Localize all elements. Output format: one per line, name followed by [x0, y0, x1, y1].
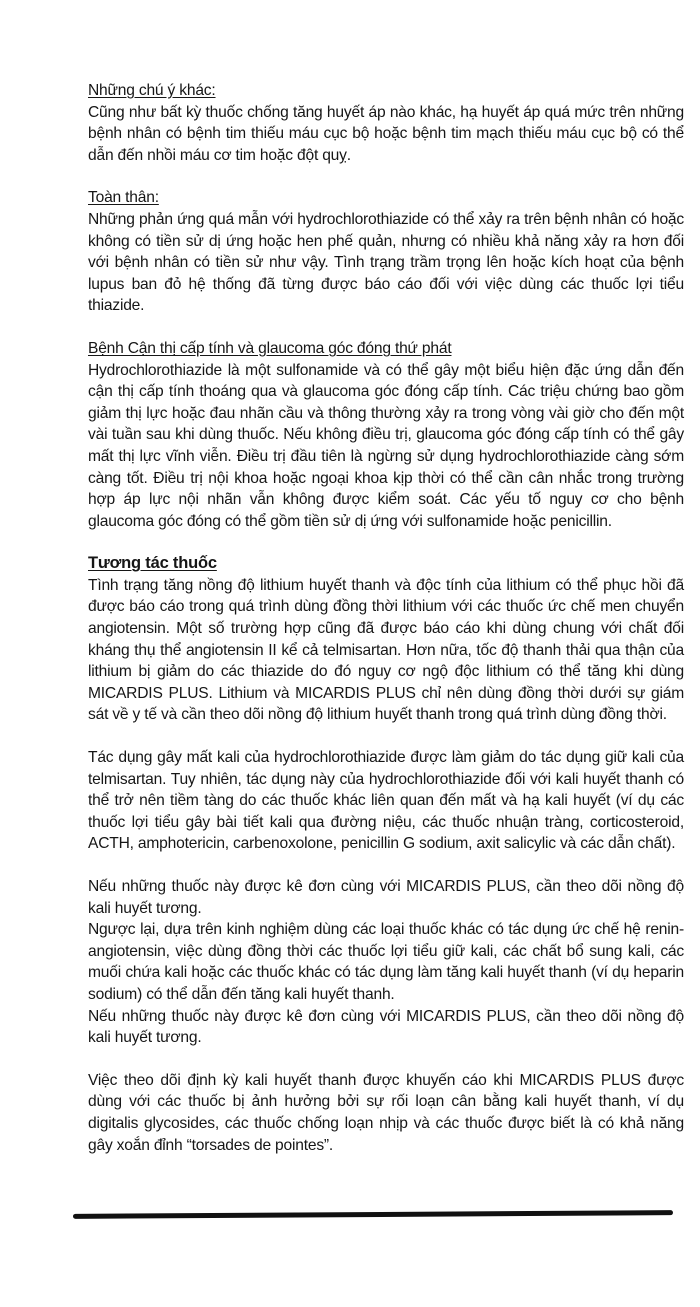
- section-heading: Những chú ý khác:: [88, 82, 216, 99]
- paragraph: Tác dụng gây mất kali của hydrochlorothiazide được làm giảm do tác dụng giữ kali của telmisartan. Tuy nhiên, tác dụng này của hydrochlorothiazide đối với kali huyết thanh có thể trở nên tiềm tàng do các thuốc khác liên quan đến mất và hạ kali huyết (ví dụ các thuốc lợi tiểu gây bài tiết kali qua đường niệu, các thuốc nhuận tràng, corticosteroid, ACTH, amphotericin, carbenoxolone, penicillin G sodium, axit salicylic và các dẫn chất).: [88, 749, 684, 853]
- paragraph: Hydrochlorothiazide là một sulfonamide và có thể gây một biểu hiện đặc ứng dẫn đến cận thị cấp tính thoáng qua và glaucoma góc đóng cấp tính. Các triệu chứng bao gồm giảm thị lực hoặc đau nhãn cầu và thông thường xảy ra trong vòng vài giờ cho đến một vài tuần sau khi dùng thuốc. Nếu không điều trị, glaucoma góc đóng cấp tính có thể gây mất thị lực vĩnh viễn. Điều trị đầu tiên là ngừng sử dụng hydrochlorothiazide càng sớm càng tốt. Điều trị nội khoa hoặc ngoại khoa kịp thời có thể cần cân nhắc trong trường hợp áp lực nội nhãn vẫn không được kiểm soát. Các yếu tố nguy cơ cho bệnh glaucoma góc đóng có thể gồm tiền sử dị ứng với sulfonamide hoặc penicillin.: [88, 361, 684, 530]
- section-heading: Tương tác thuốc: [88, 554, 217, 573]
- paragraph: Cũng như bất kỳ thuốc chống tăng huyết áp nào khác, hạ huyết áp quá mức trên những bệnh nhân có bệnh tim thiếu máu cục bộ hoặc bệnh tim mạch thiếu máu cục bộ có thể dẫn đến nhồi máu cơ tim hoặc đột quỵ.: [88, 103, 684, 164]
- section-drug-interactions: [88, 553, 684, 1156]
- section-heading: Bệnh Cận thị cấp tính và glaucoma góc đóng thứ phát: [88, 339, 452, 357]
- section-heading: Toàn thân:: [88, 189, 159, 207]
- paragraph: Việc theo dõi định kỳ kali huyết thanh được khuyến cáo khi MICARDIS PLUS được dùng với các thuốc bị ảnh hưởng bởi sự rối loạn cân bằng kali huyết thanh, ví dụ digitalis glycosides, các thuốc chống loạn nhịp và các thuốc được biết là có khả năng gây xoắn đỉnh “torsades de pointes”.: [88, 1071, 684, 1154]
- bottom-divider-line: [73, 1210, 673, 1219]
- section-systemic: [88, 187, 684, 317]
- paragraph: Nếu những thuốc này được kê đơn cùng với MICARDIS PLUS, cần theo dõi nồng độ kali huyết tương.: [88, 1007, 684, 1047]
- section-myopia-glaucoma: [88, 338, 684, 532]
- document-page: [88, 80, 684, 1177]
- paragraph: Tình trạng tăng nồng độ lithium huyết thanh và độc tính của lithium có thể phục hồi đã được báo cáo trong quá trình dùng đồng thời lithium với các thuốc ức chế men chuyển angiotensin. Một số trường hợp cũng đã được báo cáo khi dùng chung với chất đối kháng thụ thể angiotensin II kể cả telmisartan. Hơn nữa, tốc độ thanh thải qua thận của lithium bị giảm do các thiazide do đó nguy cơ ngộ độc lithium có thể tăng khi dùng MICARDIS PLUS. Lithium và MICARDIS PLUS chỉ nên dùng đồng thời dưới sự giám sát về y tế và cần theo dõi nồng độ lithium huyết thanh trong quá trình dùng đồng thời.: [88, 576, 684, 724]
- paragraph: Nếu những thuốc này được kê đơn cùng với MICARDIS PLUS, cần theo dõi nồng độ kali huyết tương.: [88, 878, 684, 917]
- paragraph: Những phản ứng quá mẫn với hydrochlorothiazide có thể xảy ra trên bệnh nhân có hoặc không có tiền sử dị ứng hoặc hen phế quản, nhưng có nhiều khả năng xảy ra hơn đối với bệnh nhân có tiền sử như vậy. Tình trạng trầm trọng lên hoặc kích hoạt của bệnh lupus ban đỏ hệ thống đã từng được báo cáo đối với việc dùng các thuốc lợi tiểu thiazide.: [88, 210, 684, 315]
- section-other-precautions: [88, 80, 684, 166]
- paragraph: Ngược lại, dựa trên kinh nghiệm dùng các loại thuốc khác có tác dụng ức chế hệ renin-angiotensin, việc dùng đồng thời các thuốc lợi tiểu giữ kali, các chất bổ sung kali, các muối chứa kali hoặc các thuốc khác có tác dụng làm tăng kali huyết thanh (ví dụ heparin sodium) có thể dẫn đến tăng kali huyết thanh.: [88, 921, 684, 1003]
